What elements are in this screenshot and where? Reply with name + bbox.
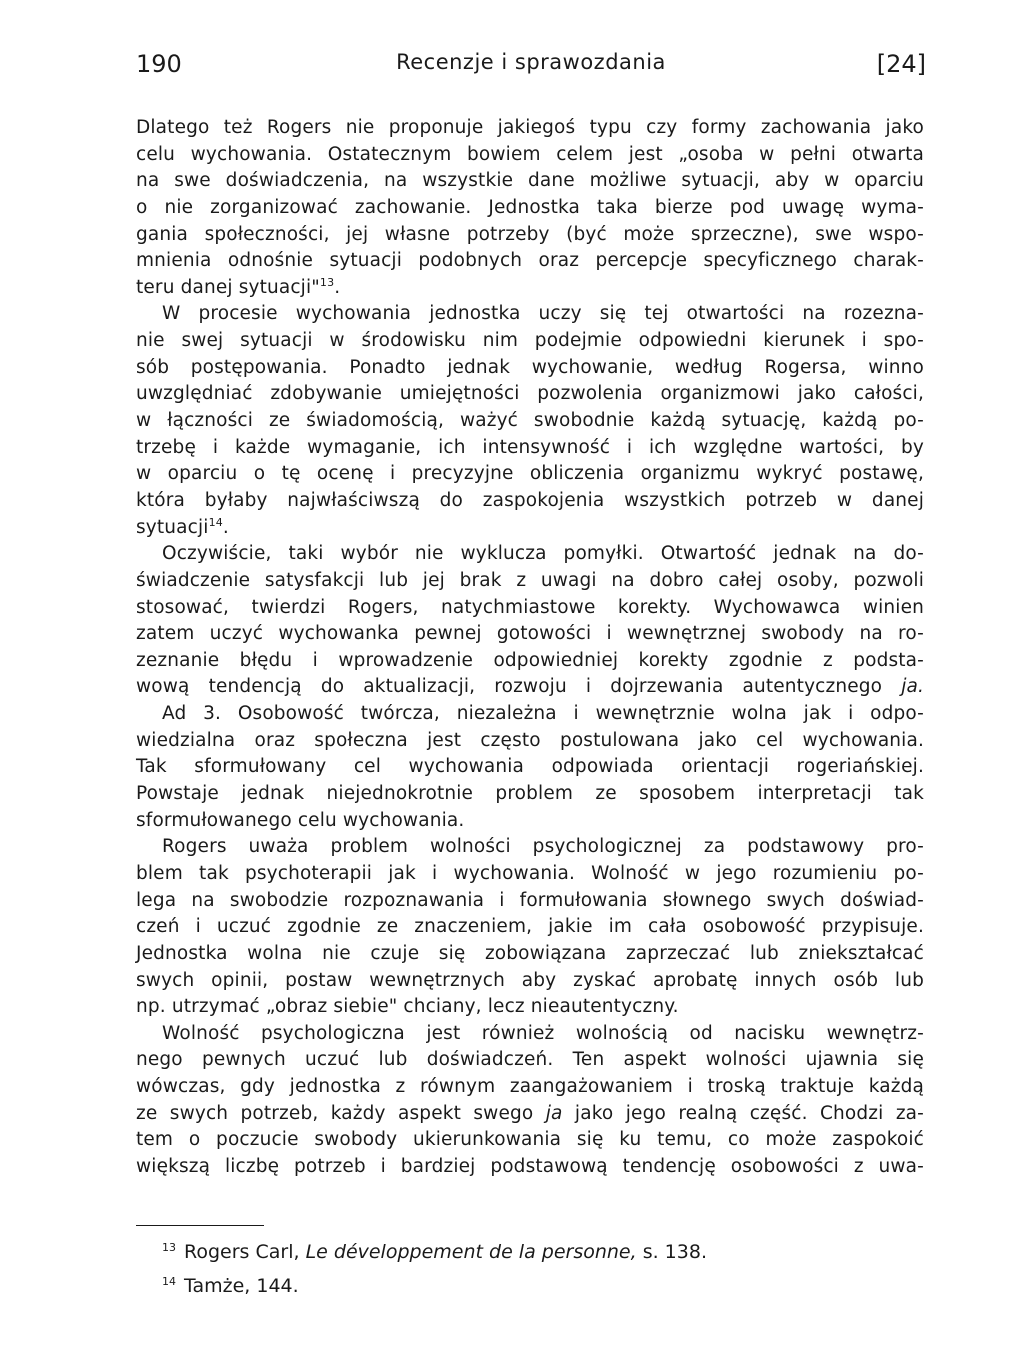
text-segment: teru danej sytuacji": [136, 276, 320, 298]
footnote-mark: 13: [162, 1241, 176, 1254]
text-line: stosować, twierdzi Rogers, natychmiastowe korekty. Wychowawca winien: [136, 596, 924, 618]
text-line: Ad 3. Osobowość twórcza, niezależna i wewnętrznie wolna jak i odpo-: [162, 703, 924, 725]
text-line: Rogers uważa problem wolności psychologicznej za podstawowy pro-: [162, 836, 924, 858]
footnote-separator: [136, 1225, 264, 1226]
footnote-14: [162, 1269, 922, 1303]
footnote-text: Tamże, 144.: [184, 1275, 299, 1297]
text-line: wówczas, gdy jednostka z równym zaangażowaniem i troską traktuje każdą: [136, 1076, 924, 1098]
text-segment: .: [334, 276, 341, 298]
text-line: wiedzialna oraz społeczna jest często postulowana jako cel wychowania.: [136, 729, 924, 751]
text-line: Oczywiście, taki wybór nie wyklucza pomyłki. Otwartość jednak na do-: [162, 543, 924, 565]
running-head: Recenzje i sprawozdania: [396, 50, 666, 74]
footnote-13: [162, 1235, 922, 1269]
text-line: np. utrzymać „obraz siebie" chciany, lecz nieautentyczny.: [136, 996, 679, 1018]
text-line: sformułowanego celu wychowania.: [136, 809, 465, 831]
footnotes: [162, 1235, 922, 1303]
text-line: Wolność psychologiczna jest również wolnością od nacisku wewnętrz-: [162, 1022, 924, 1044]
text-line: mnienia odnośnie sytuacji podobnych oraz percepcje specyficznego charak-: [136, 250, 924, 272]
footnote-title: Le développement de la personne,: [305, 1241, 637, 1263]
text-line: celu wychowania. Ostatecznym bowiem celem jest „osoba w pełni otwarta: [136, 143, 924, 165]
footnote-mark: 14: [162, 1275, 176, 1288]
text-line: Jednostka wolna nie czuje się zobowiązana zaprzeczać lub zniekształcać: [136, 942, 924, 964]
text-line: W procesie wychowania jednostka uczy się tej otwartości na rozezna-: [162, 303, 924, 325]
text-line: blem tak psychoterapii jak i wychowania. Wolność w jego rozumieniu po-: [136, 862, 924, 884]
text-line: swych opinii, postaw wewnętrznych aby zyskać aprobatę innych osób lub: [136, 969, 924, 991]
text-line: [136, 674, 924, 701]
section-number: [24]: [876, 50, 926, 78]
text-line: sób postępowania. Ponadto jednak wychowanie, według Rogersa, winno: [136, 356, 924, 378]
text-line: Powstaje jednak niejednokrotnie problem ze sposobem interpretacji tak: [136, 783, 924, 805]
text-line: gania społeczności, jej własne potrzeby (być może sprzeczne), swe wspo-: [136, 223, 924, 245]
text-segment: wową tendencją do aktualizacji, rozwoju i dojrzewania autentycznego: [136, 676, 883, 698]
text-line: trzebę i każde wymaganie, ich intensywność i ich względne wartości, by: [136, 436, 924, 458]
text-line: uwzględniać zdobywanie umiejętności pozwolenia organizmowi jako całości,: [136, 383, 924, 405]
text-line: większą liczbę potrzeb i bardziej podstawową tendencję osobowości z uwa-: [136, 1155, 924, 1177]
text-line: nego pewnych uczuć lub doświadczeń. Ten aspekt wolności ujawnia się: [136, 1049, 924, 1071]
text-line: [136, 515, 924, 542]
text-line: tem o poczucie swobody ukierunkowania się ku temu, co może zaspokoić: [136, 1129, 924, 1151]
text-segment: sytuacji: [136, 516, 209, 538]
text-line: lega na swobodzie rozpoznawania i formułowania słownego swych doświad-: [136, 889, 924, 911]
text-line: Dlatego też Rogers nie proponuje jakiegoś typu czy formy zachowania jako: [136, 117, 924, 138]
text-line: Tak sformułowany cel wychowania odpowiada orientacji rogeriańskiej.: [136, 756, 924, 778]
footnote-author: Rogers Carl,: [184, 1241, 300, 1263]
text-line: zatem uczyć wychowanka pewnej gotowości i wewnętrznej swobody na ro-: [136, 623, 924, 645]
footnote-page: s. 138.: [642, 1241, 707, 1263]
text-line: o nie zorganizować zachowanie. Jednostka taka bierze pod uwagę wyma-: [136, 196, 924, 218]
text-segment: ze swych potrzeb, każdy aspekt swego: [136, 1102, 534, 1124]
text-line: czeń i uczuć zgodnie ze znaczeniem, jakie im cała osobowość przypisuje.: [136, 916, 924, 938]
text-line: [136, 275, 924, 302]
text-line: świadczenie satysfakcji lub jej brak z uwagi na dobro całej osoby, pozwoli: [136, 569, 924, 591]
text-line: zeznanie błędu i wprowadzenie odpowiedniej korekty zgodnie z podsta-: [136, 649, 924, 671]
footnote-ref-14: 14: [208, 515, 223, 529]
text-line: która byłaby najwłaściwszą do zaspokojenia wszystkich potrzeb w danej: [136, 489, 924, 511]
italic-word: ja: [545, 1102, 563, 1124]
text-segment: .: [222, 516, 229, 538]
text-line: w łączności ze świadomością, ważyć swobodnie każdą sytuację, każdą po-: [136, 410, 924, 432]
text-segment: jako jego realną część. Chodzi za-: [574, 1102, 924, 1124]
italic-word: ja.: [901, 676, 925, 698]
page-header: [136, 50, 926, 90]
footnote-ref-13: 13: [319, 275, 335, 289]
text-line: na swe doświadczenia, na wszystkie dane możliwe sytuacji, aby w oparciu: [136, 170, 924, 192]
text-line: [136, 1101, 924, 1128]
text-line: w oparciu o tę ocenę i precyzyjne obliczenia organizmu wykryć postawę,: [136, 463, 924, 485]
body-text: [136, 115, 924, 1181]
text-line: nie swej sytuacji w środowisku nim podejmie odpowiedni kierunek i spo-: [136, 330, 924, 352]
page-number: 190: [136, 50, 182, 78]
